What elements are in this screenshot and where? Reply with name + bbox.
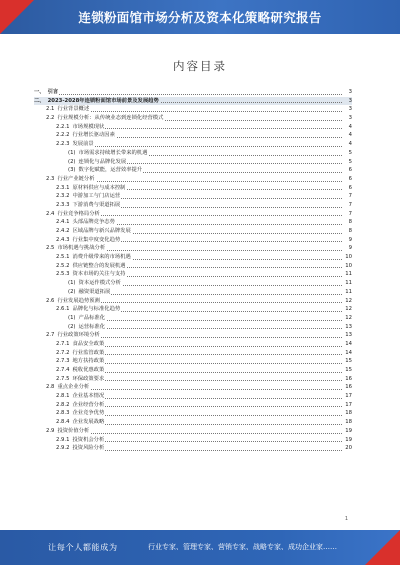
toc-entry-title	[46, 427, 90, 436]
toc-entry-number: 2.2.2	[56, 132, 70, 139]
toc-entry-number: 2.5	[46, 245, 55, 252]
toc-entry-number: 2.6	[46, 297, 55, 304]
toc-entry-title	[56, 357, 105, 366]
toc-entry-text: 发展前景	[72, 141, 94, 148]
toc-entry[interactable]	[34, 166, 352, 175]
toc-entry-number: (1)	[68, 280, 76, 287]
toc-entry[interactable]	[34, 253, 352, 262]
toc-entry-page: 4	[348, 123, 352, 130]
toc-entry-page: 10	[345, 254, 352, 261]
toc-entry-page: 9	[348, 245, 352, 252]
toc-entry-page: 16	[345, 375, 352, 382]
toc-entry-number: 2.2.1	[56, 123, 70, 130]
toc-entry-page: 13	[345, 332, 352, 339]
toc-entry-text: 头部品牌竞争态势	[72, 219, 115, 226]
toc-entry[interactable]	[34, 357, 352, 366]
toc-entry-number: 一、	[34, 89, 45, 95]
toc-entry-page: 11	[345, 280, 352, 287]
toc-entry-number: 2.8.2	[56, 401, 70, 408]
dot-leader	[68, 328, 342, 329]
toc-entry-title	[56, 262, 126, 271]
toc-entry-number: 2.8	[46, 384, 55, 391]
toc-entry[interactable]	[34, 375, 352, 384]
toc-entry-text: 连锁化与品牌化发展	[78, 158, 127, 165]
toc-entry-page: 4	[348, 141, 352, 148]
toc-entry-text: 消费升级带来的市场机遇	[72, 254, 131, 261]
toc-entry-number: 2.5.1	[56, 254, 70, 261]
toc-entry-title	[46, 297, 101, 306]
toc-entry[interactable]	[34, 97, 352, 106]
toc-entry-title	[56, 184, 126, 193]
toc-entry-page: 3	[348, 115, 352, 122]
toc-entry-number: 2.3.1	[56, 184, 70, 191]
toc-entry-number: 2.8.4	[56, 419, 70, 426]
toc-entry-text: 环保政策要求	[72, 375, 105, 382]
toc-entry-text: 产品标准化	[78, 314, 106, 321]
toc-entry[interactable]	[34, 131, 352, 140]
toc-entry-text: 税收优惠政策	[72, 367, 105, 373]
toc-entry-number: 2.7	[46, 332, 55, 339]
toc-entry[interactable]	[34, 158, 352, 167]
toc-entry-number: 2.8.1	[56, 393, 70, 400]
toc-entry-number: 2.7.5	[56, 375, 70, 382]
toc-entry-page: 7	[348, 210, 352, 217]
toc-entry-page: 12	[345, 297, 352, 304]
toc-entry-page: 18	[345, 419, 352, 426]
toc-entry-text: 行业集中度变化趋势	[72, 236, 121, 243]
toc-entry[interactable]	[34, 140, 352, 149]
toc-entry-title	[56, 192, 121, 201]
toc-entry-text: 市场机遇与挑战分析	[57, 245, 106, 252]
toc-entry[interactable]	[34, 192, 352, 201]
toc-entry-number: 2.8.3	[56, 410, 70, 417]
toc-entry-title	[56, 270, 126, 279]
toc-entry[interactable]	[34, 418, 352, 427]
toc-entry-title	[56, 218, 116, 227]
toc-entry[interactable]	[34, 218, 352, 227]
toc-entry-text: 投资机会分析	[72, 436, 105, 443]
toc-entry-title	[56, 201, 121, 210]
toc-entry-text: 企业基本情况	[72, 393, 105, 400]
toc-entry-title	[56, 392, 105, 401]
toc-entry-number: 2.1	[46, 106, 55, 113]
toc-entry[interactable]	[34, 392, 352, 401]
toc-entry-text: 市场规模现状	[72, 123, 105, 130]
toc-entry-title	[56, 123, 105, 132]
toc-entry-page: 13	[345, 323, 352, 330]
toc-entry-text: 品牌化与标准化趋势	[72, 306, 121, 313]
toc-entry-title	[68, 323, 106, 332]
toc-entry-page: 12	[345, 306, 352, 313]
toc-entry-text: 行业监管政策	[72, 349, 105, 356]
toc-entry-text: 行业政策环境分析	[57, 332, 100, 339]
toc-entry-page: 8	[348, 219, 352, 226]
toc-entry[interactable]	[34, 201, 352, 210]
toc-entry-number: 2.4	[46, 210, 55, 217]
toc-entry-title	[46, 244, 106, 253]
toc-entry-text: 供应链整合的发展机遇	[72, 262, 126, 269]
red-corner-decoration-bottom	[365, 530, 400, 565]
toc-entry-title	[56, 340, 105, 349]
toc-entry[interactable]	[34, 323, 352, 332]
toc-entry-number: (2)	[68, 158, 76, 165]
toc-entry[interactable]	[34, 270, 352, 279]
toc-entry-title	[68, 149, 148, 158]
dot-leader	[46, 389, 342, 390]
toc-entry-page: 5	[348, 158, 352, 165]
toc-entry-text: 数字化赋能，运营效率提升	[78, 167, 143, 174]
toc-entry[interactable]	[34, 210, 352, 219]
toc-entry-number: 2.5.2	[56, 262, 70, 269]
toc-entry-text: 引言	[47, 89, 59, 95]
toc-entry[interactable]	[34, 444, 352, 453]
toc-entry[interactable]	[34, 409, 352, 418]
toc-entry-text: 行业背景概述	[57, 106, 90, 113]
toc-entry[interactable]	[34, 244, 352, 253]
toc-entry[interactable]	[34, 236, 352, 245]
toc-entry-title	[56, 409, 105, 418]
toc-entry-text: 行业增长驱动因素	[72, 132, 115, 139]
dot-leader	[68, 320, 342, 321]
dot-leader	[56, 146, 342, 147]
toc-entry-page: 4	[348, 132, 352, 139]
toc-entry-text: 行业竞争格局分析	[57, 210, 100, 217]
toc-entry-title	[56, 375, 105, 384]
toc-entry-page: 3	[348, 89, 352, 95]
toc-heading: 内容目录	[173, 59, 227, 73]
toc-entry-title	[56, 305, 121, 314]
toc-entry-number: 2.7.4	[56, 367, 70, 373]
toc-entry-page: 7	[348, 201, 352, 208]
footer-banner	[0, 530, 400, 565]
toc-entry-page: 19	[345, 427, 352, 434]
toc-entry[interactable]	[34, 149, 352, 158]
toc-entry-title	[56, 227, 132, 236]
toc-entry[interactable]	[34, 262, 352, 271]
toc-entry-page: 10	[345, 262, 352, 269]
toc-entry-text: 运营标准化	[78, 323, 106, 330]
toc-entry[interactable]	[34, 314, 352, 323]
toc-entry[interactable]	[34, 331, 352, 340]
toc-entry-number: 2.7.1	[56, 340, 70, 347]
toc-entry-text: 2023-2028年连锁粉面馆市场前景及发展趋势	[47, 97, 159, 104]
toc-entry[interactable]	[34, 401, 352, 410]
toc-entry-page: 6	[348, 175, 352, 182]
toc-entry-title	[34, 97, 160, 106]
toc-entry-page: 6	[348, 184, 352, 191]
toc-entry-page: 7	[348, 193, 352, 200]
toc-entry-page: 18	[345, 410, 352, 417]
toc-entry-title	[56, 253, 132, 262]
toc-entry-page: 3	[348, 106, 352, 113]
toc-entry-title	[46, 114, 164, 123]
toc-entry-title	[68, 288, 111, 297]
toc-entry-number: 2.5.3	[56, 271, 70, 278]
toc-entry-text: 行业规模分析：从传统业态到连锁化经营模式	[57, 115, 164, 122]
toc-entry-text: 区域品牌与新兴品牌发展	[72, 228, 131, 234]
toc-entry-number: 2.9.1	[56, 436, 70, 443]
toc-entry-page: 16	[345, 384, 352, 391]
toc-entry-text: 资本运作模式分析	[78, 280, 121, 287]
toc-entry-title	[56, 140, 95, 149]
toc-entry-page: 9	[348, 236, 352, 243]
toc-entry[interactable]	[34, 114, 352, 123]
table-of-contents	[34, 88, 352, 453]
toc-entry[interactable]	[34, 288, 352, 297]
toc-entry-text: 行业发展趋势预测	[57, 297, 100, 304]
toc-entry[interactable]	[34, 349, 352, 358]
toc-entry[interactable]	[34, 123, 352, 132]
toc-entry-title	[34, 88, 59, 97]
toc-entry-number: (3)	[68, 167, 76, 174]
toc-entry-text: 地方扶持政策	[72, 358, 105, 365]
toc-entry[interactable]	[34, 184, 352, 193]
toc-entry-page: 17	[345, 393, 352, 400]
footer-tagline: 行业专家、管理专家、营销专家、战略专家、成功企业家……	[148, 543, 337, 551]
toc-entry[interactable]	[34, 88, 352, 97]
toc-entry-number: (1)	[68, 149, 76, 156]
toc-entry-page: 11	[345, 288, 352, 295]
header-banner	[0, 0, 400, 34]
toc-entry-title	[56, 444, 105, 453]
toc-entry[interactable]	[34, 427, 352, 436]
toc-entry[interactable]	[34, 297, 352, 306]
toc-entry-title	[56, 131, 116, 140]
toc-entry-page: 17	[345, 401, 352, 408]
toc-entry-title	[68, 314, 106, 323]
toc-entry-title	[46, 210, 101, 219]
toc-entry-title	[56, 349, 105, 358]
toc-entry-text: 企业竞争优势	[72, 410, 105, 417]
page-number: 1	[344, 516, 348, 522]
toc-entry-number: 2.9	[46, 427, 55, 434]
dot-leader	[46, 433, 342, 434]
toc-entry-text: 融资渠道拓展	[78, 288, 111, 295]
toc-entry[interactable]	[34, 305, 352, 314]
toc-entry-number: 2.2.3	[56, 141, 70, 148]
toc-entry-title	[68, 166, 143, 175]
toc-entry-title	[46, 383, 90, 392]
toc-entry-title	[56, 401, 105, 410]
toc-entry-number: 2.4.2	[56, 228, 70, 234]
toc-entry-title	[46, 105, 90, 114]
dot-leader	[46, 111, 342, 112]
toc-entry-page: 19	[345, 436, 352, 443]
toc-entry[interactable]	[34, 436, 352, 445]
toc-entry-text: 重点企业分析	[57, 384, 90, 391]
toc-entry-title	[68, 279, 122, 288]
toc-entry-text: 食品安全政策	[72, 340, 105, 347]
toc-entry-number: 二、	[34, 97, 45, 104]
toc-entry-number: 2.7.2	[56, 349, 70, 356]
toc-entry-title	[46, 175, 96, 184]
toc-entry-text: 投资价值分析	[57, 427, 90, 434]
toc-entry-text: 行业产业链分析	[57, 175, 95, 182]
toc-entry-text: 下游消费与渠道拓展	[72, 201, 121, 208]
toc-entry[interactable]	[34, 105, 352, 114]
footer-slogan: 让每个人都能成为	[48, 542, 118, 552]
toc-entry-text: 资本市场的关注与支持	[72, 271, 126, 278]
toc-entry-page: 5	[348, 149, 352, 156]
toc-entry-number: 2.7.3	[56, 358, 70, 365]
toc-entry[interactable]	[34, 383, 352, 392]
toc-entry[interactable]	[34, 366, 352, 375]
toc-entry-title	[68, 158, 127, 167]
toc-entry-page: 20	[345, 445, 352, 452]
toc-entry-page: 12	[345, 314, 352, 321]
toc-entry-number: 2.6.1	[56, 306, 70, 313]
toc-entry-page: 3	[348, 97, 352, 104]
toc-entry-page: 15	[345, 367, 352, 373]
toc-entry-number: (2)	[68, 323, 76, 330]
toc-entry-number: 2.3.3	[56, 201, 70, 208]
toc-entry-number: 2.3	[46, 175, 55, 182]
toc-entry-title	[56, 236, 121, 245]
toc-entry[interactable]	[34, 279, 352, 288]
dot-leader	[34, 94, 342, 95]
toc-entry-number: 2.4.1	[56, 219, 70, 226]
toc-entry-number: 2.9.2	[56, 445, 70, 452]
toc-entry-page: 8	[348, 228, 352, 234]
toc-entry[interactable]	[34, 340, 352, 349]
toc-entry-text: 中游加工与门店运营	[72, 193, 121, 200]
toc-entry-number: (2)	[68, 288, 76, 295]
toc-entry-title	[56, 436, 105, 445]
toc-entry-text: 企业发展战略	[72, 419, 105, 426]
toc-entry[interactable]	[34, 175, 352, 184]
toc-entry-text: 原材料供应与成本控制	[72, 184, 126, 191]
toc-entry-text: 市场需求持续增长带来的机遇	[78, 149, 148, 156]
toc-entry-page: 14	[345, 349, 352, 356]
toc-entry-number: 2.4.3	[56, 236, 70, 243]
toc-entry-page: 14	[345, 340, 352, 347]
toc-entry-title	[46, 331, 101, 340]
toc-entry-page: 11	[345, 271, 352, 278]
toc-entry-number: 2.2	[46, 115, 55, 122]
toc-entry-text: 投资风险分析	[72, 445, 105, 452]
document-title: 连锁粉面馆市场分析及资本化策略研究报告	[78, 10, 322, 25]
toc-entry-page: 15	[345, 358, 352, 365]
toc-entry-title	[56, 418, 105, 427]
toc-entry-number: (1)	[68, 314, 76, 321]
toc-entry-page: 6	[348, 167, 352, 174]
toc-entry[interactable]	[34, 227, 352, 236]
toc-entry-text: 企业经营分析	[72, 401, 105, 408]
toc-entry-number: 2.3.2	[56, 193, 70, 200]
toc-entry-title	[56, 366, 105, 375]
